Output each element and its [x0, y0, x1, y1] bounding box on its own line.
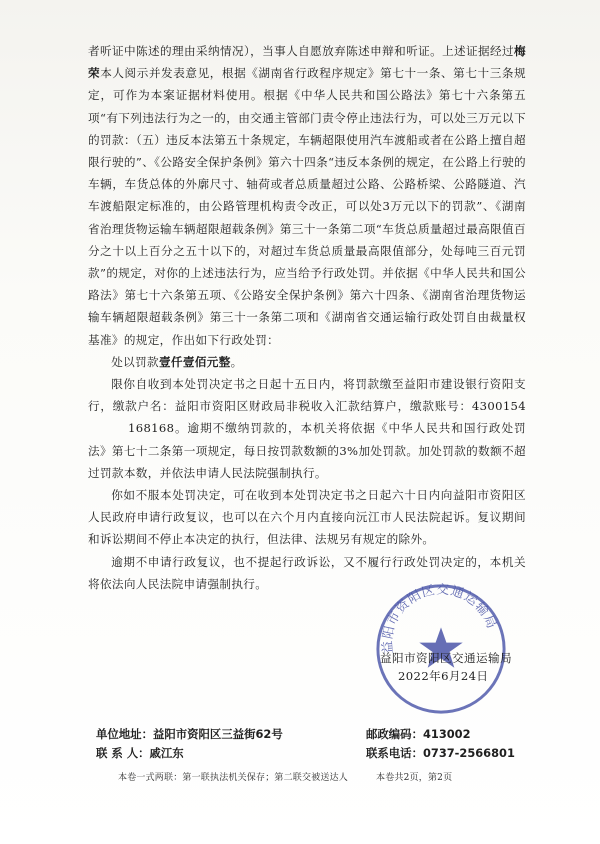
- contact-value: 戚江东: [149, 746, 184, 760]
- paragraph-enforcement: 逾期不申请行政复议，也不提起行政诉讼，又不履行行政处罚决定的，本机关将依法向人民法院申请强制执行。: [88, 554, 526, 591]
- penalty-amount: 壹仟壹佰元整: [158, 354, 231, 369]
- party-name: 梅 荣: [88, 44, 538, 81]
- decision-body: [88, 40, 538, 595]
- page-count-note: 本卷共2页，第2页: [376, 773, 453, 783]
- official-seal-stamp: [372, 580, 510, 718]
- phone-value: 0737-2566801: [422, 746, 515, 760]
- svg-text:益阳市资阳区交通运输局: 益阳市资阳区交通运输局: [380, 582, 500, 655]
- postcode-label: 邮政编码：: [366, 727, 423, 741]
- paragraph-appeal: 你如不服本处罚决定，可在收到本处罚决定书之日起六十日内向益阳市资阳区人民政府申请行政复议，也可以在六个月内直接向沅江市人民法院起诉。复议期间和诉讼期间不停止本决定的执行，但法律、法规另有规定的除外。: [88, 488, 526, 547]
- paragraph-payment: 限你自收到本处罚决定书之日起十五日内，将罚款缴至益阳市建设银行资阳支行，缴款户名：益阳市资阳区财政局非税收入汇款结算户，缴款账号：4300154168168。逾期不缴纳罚款的，本机关将依据《中华人民共和国行政处罚法》第七十二条第一项规定，每日按罚款数额的3%加处罚款。加处罚款的数额不超过罚款本数，并依法申请人民法院强制执行。: [88, 377, 526, 480]
- address-value: 益阳市资阳区三益街62号: [152, 727, 283, 741]
- paragraph-penalty: 处以罚款壹仟壹佰元整。: [111, 354, 243, 369]
- copy-distribution-note: 本卷一式两联：第一联执法机关保存；第二联交被送达人: [118, 773, 349, 783]
- contact-footer: [96, 725, 516, 763]
- issue-date: 2022年6月24日: [398, 669, 489, 683]
- phone-label: 联系电话：: [366, 746, 423, 760]
- issuing-agency: 益阳市资阳区交通运输局: [380, 651, 512, 665]
- postcode-value: 413002: [422, 727, 471, 741]
- paragraph-evidence-basis: 者听证中陈述的理由采纳情况），当事人自愿放弃陈述申辩和听证。上述证据经过梅 荣本人阅示并发表意见，根据《湖南省行政程序规定》第七十一条、第七十三条规定，可作为本案证据材料使用。根据《中华人民共和国公路法》第七十六条第五项“有下列违法行为之一的，由交通主管部门责令停止违法行为，可以处三万元以下的罚款：（五）违反本法第五十条规定，车辆超限使用汽车渡船或者在公路上擅自超限行驶的”、《公路安全保护条例》第六十四条“违反本条例的规定，在公路上行驶的车辆，车货总体的外廓尺寸、轴荷或者总质量超过公路、公路桥梁、公路隧道、汽车渡船限定标准的，由公路管理机构责令改正，可以处3万元以下的罚款”、《湖南省治理货物运输车辆超限超载条例》第三十一条第二项“车货总质量超过最高限值百分之十以上百分之五十以下的，对超过车货总质量最高限值部分，处每吨三百元罚款”的规定，对你的上述违法行为，应当给予行政处罚。并依据《中华人民共和国公路法》第七十六条第五项、《公路安全保护条例》第六十四条、《湖南省治理货物运输车辆超限超载条例》第三十一条第二项和《湖南省交通运输行政处罚自由裁量权基准》的规定，作出如下行政处罚：: [88, 44, 538, 347]
- address-label: 单位地址：: [96, 727, 153, 741]
- contact-label: 联 系 人：: [96, 746, 150, 760]
- copy-note: [118, 770, 518, 783]
